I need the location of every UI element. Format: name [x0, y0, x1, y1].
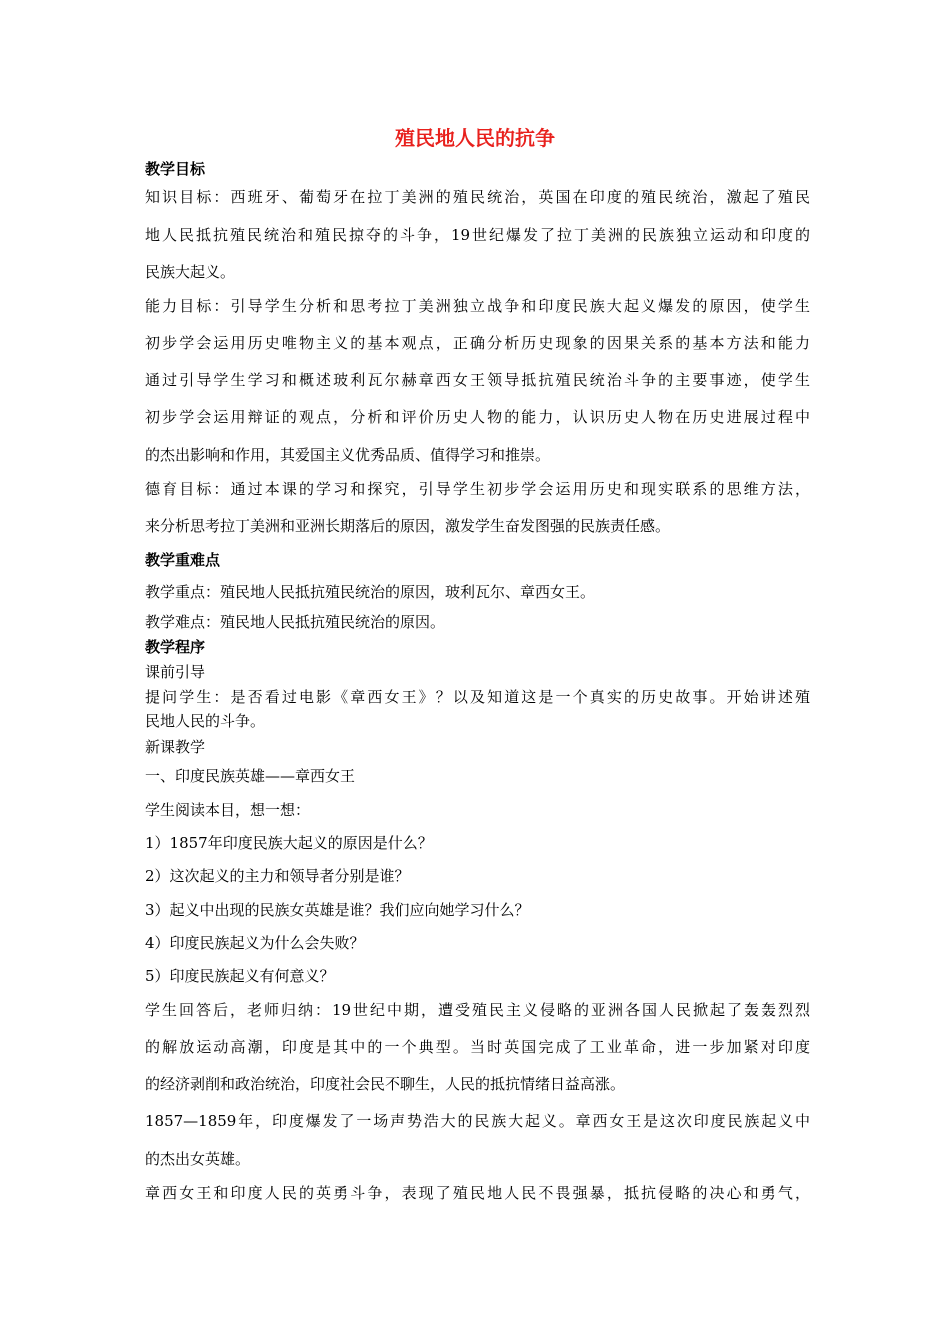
- paragraph-line: 地人民抵抗殖民统治和殖民掠夺的斗争，19世纪爆发了拉丁美洲的民族独立运动和印度的: [145, 226, 810, 244]
- paragraph-line: 来分析思考拉丁美洲和亚洲长期落后的原因，激发学生奋发图强的民族责任感。: [145, 517, 671, 535]
- document-title: 殖民地人民的抗争: [395, 126, 555, 150]
- paragraph-line: 教学重点：殖民地人民抵抗殖民统治的原因，玻利瓦尔、章西女王。: [145, 583, 596, 601]
- paragraph-line: 新课教学: [145, 738, 206, 756]
- paragraph-line: 通过引导学生学习和概述玻利瓦尔赫章西女王领导抵抗殖民统治斗争的主要事迹，使学生: [145, 371, 810, 389]
- paragraph-line: 的杰出女英雄。: [145, 1150, 251, 1168]
- paragraph-line: 德育目标：通过本课的学习和探究，引导学生初步学会运用历史和现实联系的思维方法，: [145, 480, 810, 498]
- list-item: 4）印度民族起义为什么会失败？: [145, 934, 365, 952]
- paragraph-line: 的解放运动高潮，印度是其中的一个典型。当时英国完成了工业革命，进一步加紧对印度: [145, 1038, 810, 1056]
- paragraph-line: 提问学生：是否看过电影《章西女王》？以及知道这是一个真实的历史故事。开始讲述殖: [145, 688, 810, 706]
- paragraph-line: 初步学会运用辩证的观点，分析和评价历史人物的能力，认识历史人物在历史进展过程中: [145, 408, 810, 426]
- list-item: 5）印度民族起义有何意义？: [145, 967, 335, 985]
- paragraph-line: 的杰出影响和作用，其爱国主义优秀品质、值得学习和推崇。: [145, 446, 551, 464]
- paragraph-line: 初步学会运用历史唯物主义的基本观点，正确分析历史现象的因果关系的基本方法和能力: [145, 334, 810, 352]
- section-heading-objectives: 教学目标: [145, 160, 206, 178]
- paragraph-line: 能力目标：引导学生分析和思考拉丁美洲独立战争和印度民族大起义爆发的原因，使学生: [145, 297, 810, 315]
- list-item: 3）起义中出现的民族女英雄是谁？我们应向她学习什么？: [145, 901, 530, 919]
- list-item: 2）这次起义的主力和领导者分别是谁？: [145, 867, 410, 885]
- list-item: 1）1857年印度民族大起义的原因是什么？: [145, 834, 433, 852]
- section-heading-key-points: 教学重难点: [145, 551, 221, 569]
- paragraph-line: 民族大起义。: [145, 263, 236, 281]
- paragraph-line: 学生阅读本目，想一想：: [145, 801, 311, 819]
- paragraph-line: 的经济剥削和政治统治，印度社会民不聊生，人民的抵抗情绪日益高涨。: [145, 1075, 626, 1093]
- paragraph-line: 1857—1859年，印度爆发了一场声势浩大的民族大起义。章西女王是这次印度民族起义中: [145, 1112, 810, 1130]
- paragraph-line: 课前引导: [145, 663, 206, 681]
- paragraph-line: 教学难点：殖民地人民抵抗殖民统治的原因。: [145, 613, 446, 631]
- paragraph-line: 章西女王和印度人民的英勇斗争，表现了殖民地人民不畏强暴，抵抗侵略的决心和勇气，: [145, 1184, 810, 1202]
- section-heading-procedure: 教学程序: [145, 638, 206, 656]
- paragraph-line: 一、印度民族英雄——章西女王: [145, 767, 356, 785]
- paragraph-line: 民地人民的斗争。: [145, 712, 266, 730]
- paragraph-line: 知识目标：西班牙、葡萄牙在拉丁美洲的殖民统治，英国在印度的殖民统治，激起了殖民: [145, 188, 810, 206]
- paragraph-line: 学生回答后，老师归纳：19世纪中期，遭受殖民主义侵略的亚洲各国人民掀起了轰轰烈烈: [145, 1001, 810, 1019]
